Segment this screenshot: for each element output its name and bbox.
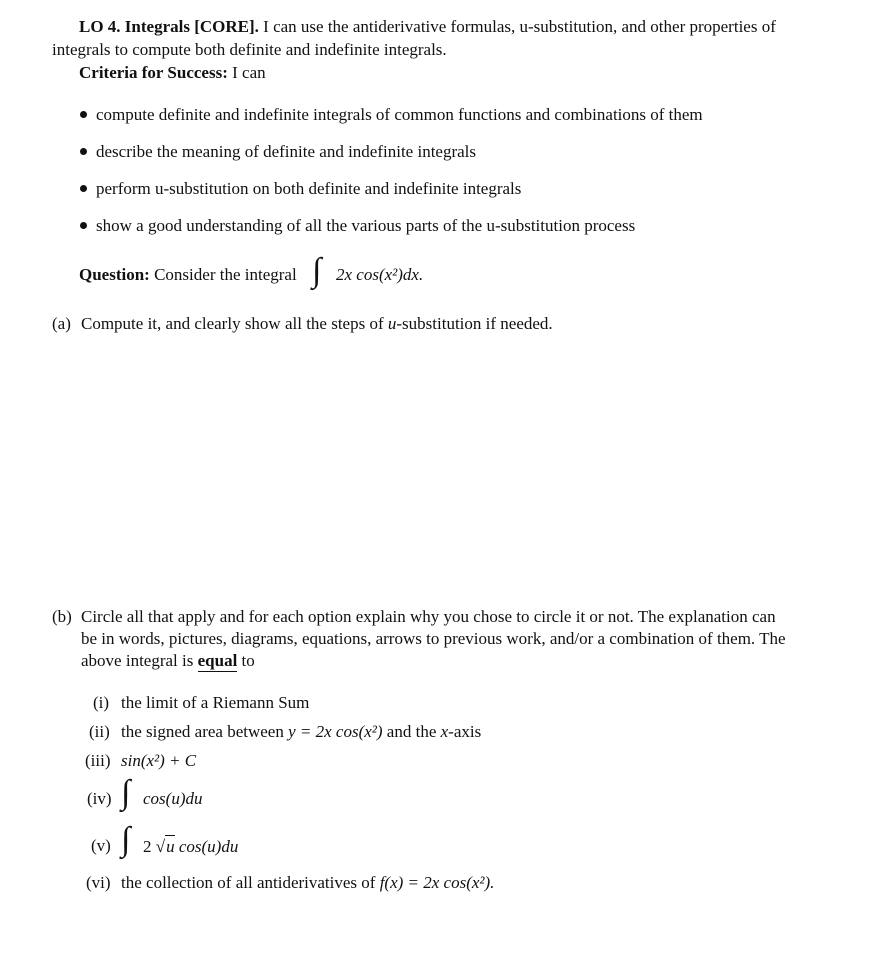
part-b-label: (b)	[52, 607, 72, 626]
integral-sign-icon: ∫	[121, 821, 131, 858]
sqrt-icon	[156, 835, 175, 858]
question-integrand: 2x cos(x²)dx.	[336, 265, 424, 284]
option-ii-axis: x	[440, 722, 449, 741]
option-vi-text[interactable]	[121, 872, 494, 894]
question-label: Question:	[79, 265, 150, 284]
question-text: Consider the integral	[154, 265, 297, 284]
integral-sign-icon: ∫	[312, 252, 322, 289]
bullet-icon	[80, 148, 87, 155]
option-ii-label: (ii)	[89, 722, 110, 741]
option-i-text[interactable]: the limit of a Riemann Sum	[121, 693, 310, 712]
part-b-line3	[81, 650, 255, 672]
option-vi-math: f(x) = 2x cos(x²).	[379, 873, 495, 892]
bullet-icon	[80, 111, 87, 118]
lo-title: LO 4. Integrals [CORE].	[79, 17, 259, 36]
option-v-integrand: cos(u)du	[178, 837, 239, 856]
criteria-text: I can	[232, 63, 266, 82]
part-a-text-after: -substitution if needed.	[396, 314, 553, 333]
option-ii-and: and the	[386, 722, 437, 741]
part-a-var: u	[387, 314, 397, 333]
option-vi-label: (vi)	[86, 873, 111, 892]
integral-sign-icon: ∫	[121, 774, 131, 811]
option-iv-integrand[interactable]: cos(u)du	[143, 789, 203, 808]
part-a-text	[81, 313, 553, 335]
option-v-radicand: u	[166, 837, 175, 856]
list-item: perform u-substitution on both definite and indefinite integrals	[96, 179, 522, 198]
list-item: describe the meaning of definite and indefinite integrals	[96, 142, 477, 161]
option-vi-prefix: the collection of all antiderivatives of	[121, 873, 376, 892]
part-a-text-before: Compute it, and clearly show all the steps of	[81, 314, 384, 333]
option-iv-label: (iv)	[87, 789, 112, 808]
option-iii-math[interactable]: sin(x²) + C	[121, 751, 197, 770]
option-ii-prefix: the signed area between	[121, 722, 284, 741]
option-v-label: (v)	[91, 836, 111, 855]
answer-space-a[interactable]	[52, 345, 832, 595]
lo-text-line1: I can use the antiderivative formulas, u-substitution, and other properties of	[263, 17, 776, 36]
part-b-line2: be in words, pictures, diagrams, equations, arrows to previous work, and/or a combination of them. The	[81, 629, 786, 648]
option-i-label: (i)	[93, 693, 110, 712]
option-v-expr[interactable]	[143, 835, 238, 858]
bullet-icon	[80, 185, 87, 192]
part-b-line3-prefix: above integral is	[81, 651, 194, 670]
list-item: compute definite and indefinite integrals of common functions and combinations of them	[96, 105, 703, 124]
part-b-line1: Circle all that apply and for each option explain why you chose to circle it or not. The explanation can	[81, 607, 776, 626]
option-ii-text[interactable]	[121, 721, 481, 743]
bullet-icon	[80, 222, 87, 229]
option-iii-label: (iii)	[85, 751, 111, 770]
part-b-equal-emphasis: equal	[197, 651, 238, 670]
part-b-line3-suffix: to	[241, 651, 255, 670]
list-item: show a good understanding of all the various parts of the u-substitution process	[96, 216, 636, 235]
sqrt-symbol: √	[155, 837, 166, 856]
criteria-line	[79, 62, 266, 84]
option-v-coef: 2	[143, 837, 152, 856]
criteria-label: Criteria for Success:	[79, 63, 228, 82]
question-line	[79, 264, 297, 286]
option-ii-suffix: -axis	[448, 722, 482, 741]
lo-header-line1	[79, 16, 776, 38]
option-ii-math: y = 2x cos(x²)	[288, 722, 383, 741]
part-a-label: (a)	[52, 314, 71, 333]
lo-text-line2: integrals to compute both definite and indefinite integrals.	[52, 40, 447, 59]
